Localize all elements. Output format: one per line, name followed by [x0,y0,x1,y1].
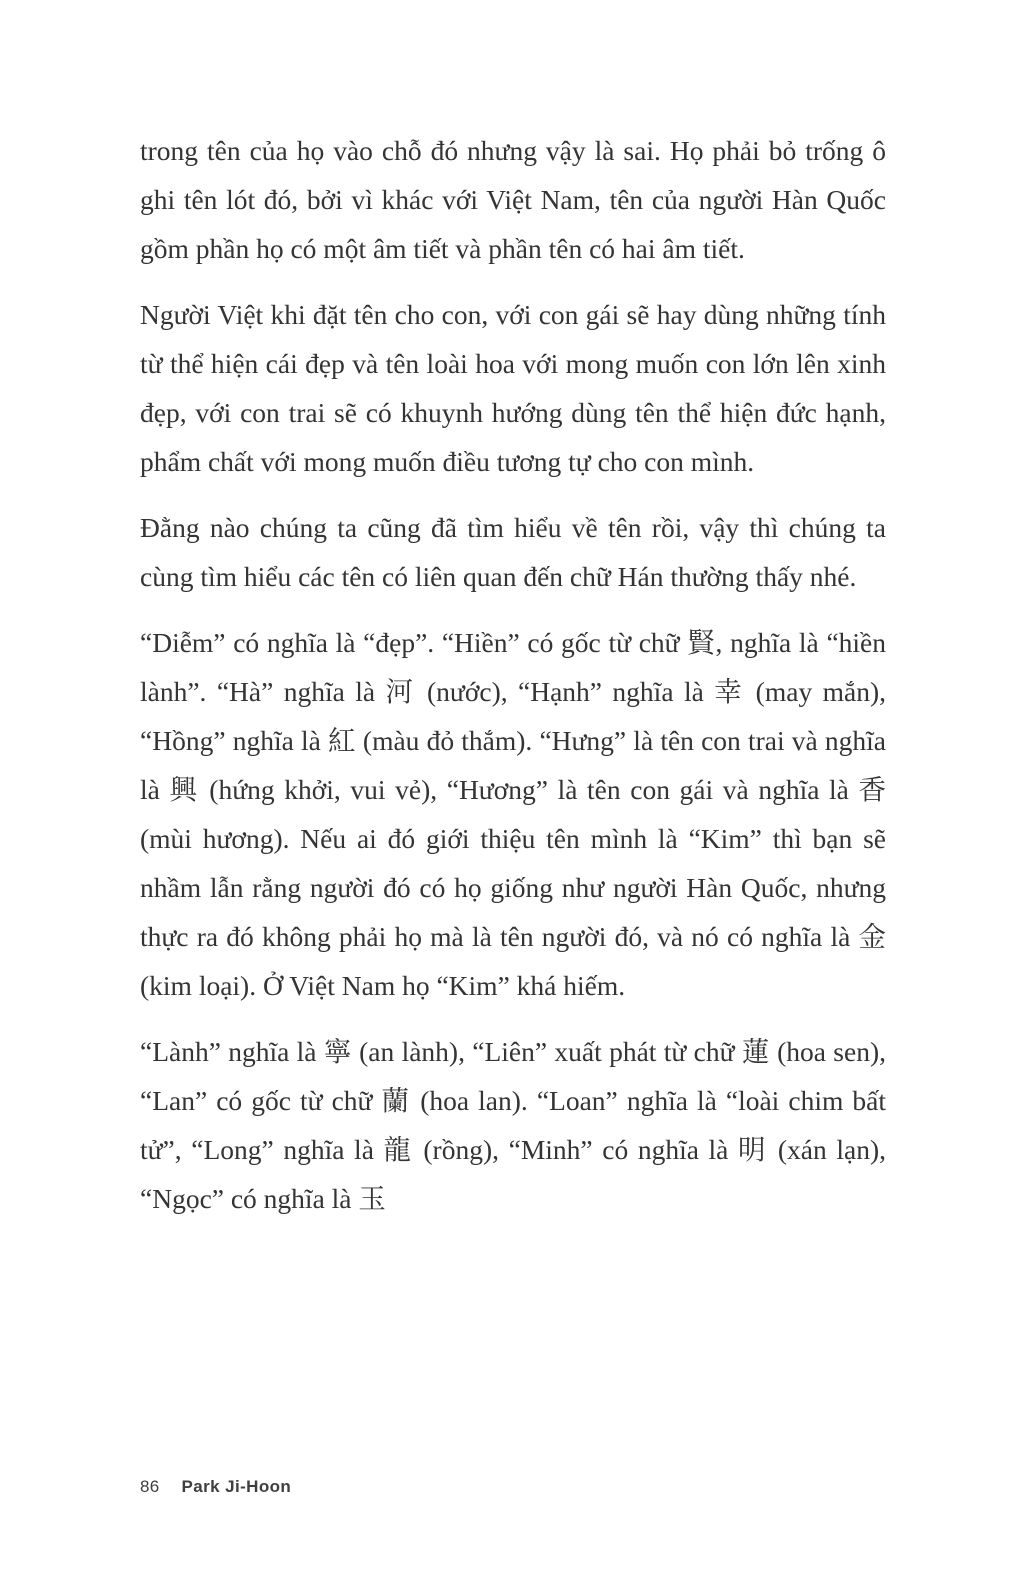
body-paragraph: “Lành” nghĩa là 寧 (an lành), “Liên” xuất phát từ chữ 蓮 (hoa sen), “Lan” có gốc từ chữ 蘭 (hoa lan). “Loan” nghĩa là “loài chim bất tử”, “Long” nghĩa là 龍 (rồng), “Minh” có nghĩa là 明 (xán lạn), “Ngọc” có nghĩa là 玉 [140,1036,886,1214]
page-body-text [140,126,886,1223]
body-paragraph: Đằng nào chúng ta cũng đã tìm hiểu về tên rồi, vậy thì chúng ta cùng tìm hiểu các tên có liên quan đến chữ Hán thường thấy nhé. [140,512,886,592]
body-paragraph: “Diễm” có nghĩa là “đẹp”. “Hiền” có gốc từ chữ 賢, nghĩa là “hiền lành”. “Hà” nghĩa là 河 (nước), “Hạnh” nghĩa là 幸 (may mắn), “Hồng” nghĩa là 紅 (màu đỏ thắm). “Hưng” là tên con trai và nghĩa là 興 (hứng khởi, vui vẻ), “Hương” là tên con gái và nghĩa là 香 (mùi hương). Nếu ai đó giới thiệu tên mình là “Kim” thì bạn sẽ nhầm lẫn rằng người đó có họ giống như người Hàn Quốc, nhưng thực ra đó không phải họ mà là tên người đó, và nó có nghĩa là 金 (kim loại). Ở Việt Nam họ “Kim” khá hiếm. [140,627,886,1001]
body-paragraph: trong tên của họ vào chỗ đó nhưng vậy là sai. Họ phải bỏ trống ô ghi tên lót đó, bởi vì khác với Việt Nam, tên của người Hàn Quốc gồm phần họ có một âm tiết và phần tên có hai âm tiết. [140,135,886,264]
running-head-author: Park Ji-Hoon [181,1477,292,1496]
page-number: 86 [140,1477,160,1496]
body-paragraph: Người Việt khi đặt tên cho con, với con gái sẽ hay dùng những tính từ thể hiện cái đẹp và tên loài hoa với mong muốn con lớn lên xinh đẹp, với con trai sẽ có khuynh hướng dùng tên thể hiện đức hạnh, phẩm chất với mong muốn điều tương tự cho con mình. [140,299,886,477]
page-footer [140,1477,291,1497]
